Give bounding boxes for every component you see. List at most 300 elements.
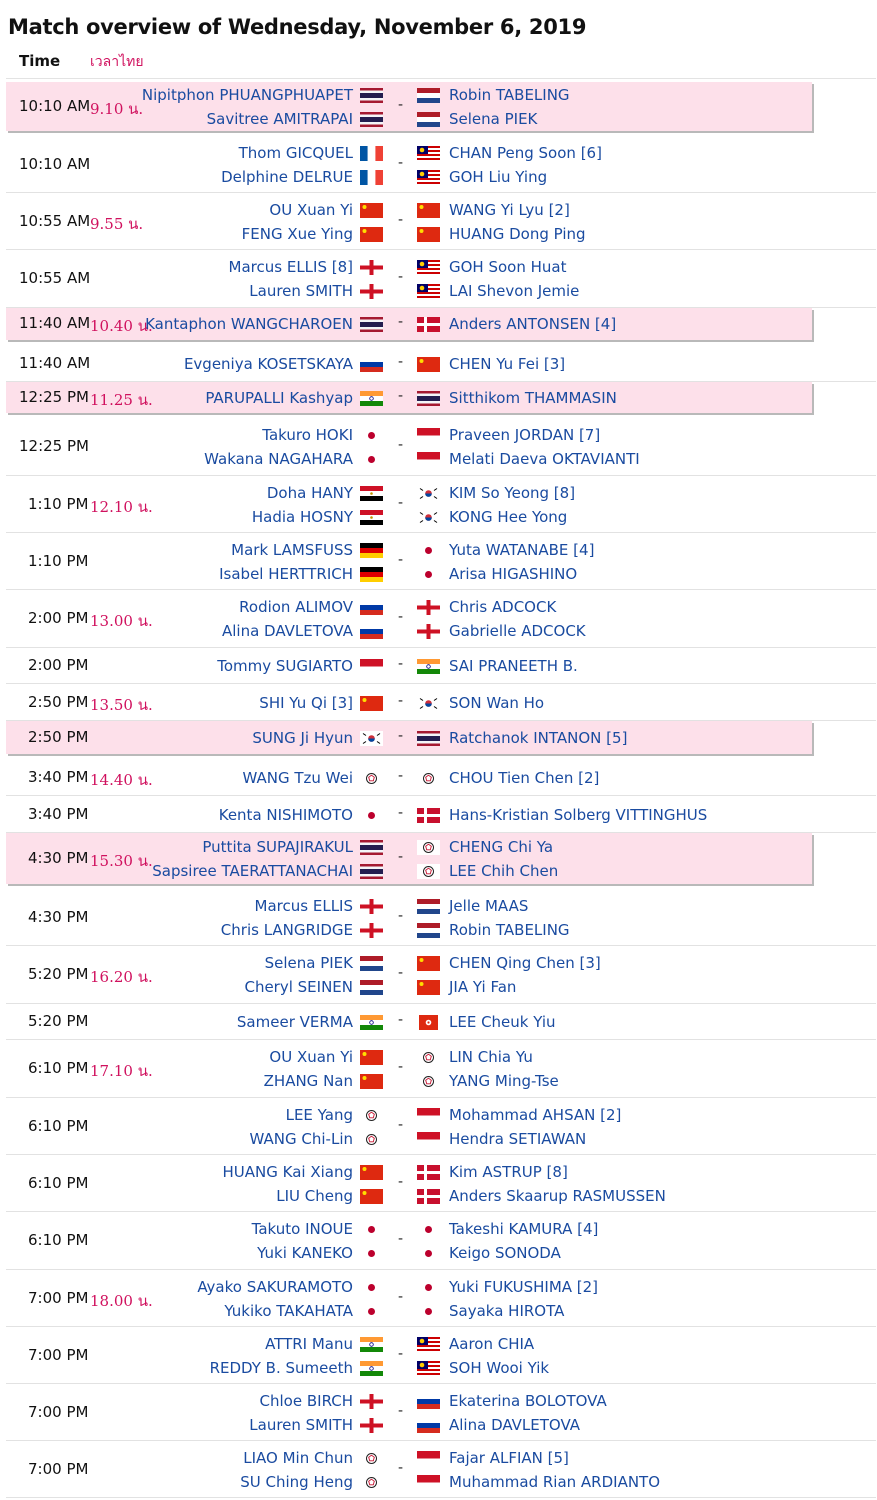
player-link[interactable]: Melati Daeva OKTAVIANTI bbox=[449, 450, 640, 468]
player-link[interactable]: Alina DAVLETOVA bbox=[449, 1415, 581, 1434]
player-link[interactable]: KIM So Yeong [8] bbox=[449, 483, 576, 502]
match-time: 5:20 PM bbox=[28, 965, 89, 983]
flag-jpn-icon bbox=[360, 808, 383, 823]
player-line bbox=[6, 1413, 876, 1437]
match-row bbox=[6, 1004, 876, 1040]
match-row bbox=[6, 1441, 876, 1498]
player-line bbox=[6, 505, 876, 529]
player-link[interactable]: Thom GICQUEL bbox=[238, 143, 353, 162]
flag-jpn-icon bbox=[360, 428, 383, 443]
match-time: 4:30 PM bbox=[28, 848, 89, 867]
player-link[interactable]: Jelle MAAS bbox=[449, 896, 529, 915]
flag-tha-icon bbox=[417, 731, 440, 746]
player-link[interactable]: Chris LANGRIDGE bbox=[220, 920, 353, 939]
flag-tha-icon bbox=[360, 88, 383, 103]
player-link[interactable]: KONG Hee Yong bbox=[449, 507, 568, 526]
player-link[interactable]: Sameer VERMA bbox=[236, 1013, 353, 1031]
player-link[interactable]: Yuta WATANABE [4] bbox=[449, 540, 595, 559]
thai-time: 12.10 น. bbox=[90, 497, 153, 516]
player-link[interactable]: Kantaphon WANGCHAROEN bbox=[145, 315, 353, 333]
flag-tpe-icon bbox=[360, 1475, 383, 1490]
versus-dash: - bbox=[398, 727, 404, 744]
flag-jpn-icon bbox=[417, 1304, 440, 1319]
flag-tpe-icon bbox=[417, 840, 440, 855]
player-link[interactable]: Aaron CHIA bbox=[449, 1334, 535, 1353]
flag-chn-icon bbox=[417, 227, 440, 242]
match-time: 2:50 PM bbox=[28, 692, 89, 711]
player-link[interactable]: PARUPALLI Kashyap bbox=[205, 388, 353, 407]
flag-ina-icon bbox=[417, 428, 440, 443]
player-link[interactable]: Kim ASTRUP [8] bbox=[449, 1162, 568, 1181]
player-line bbox=[6, 352, 876, 376]
player-link[interactable]: Muhammad Rian ARDIANTO bbox=[449, 1472, 661, 1491]
versus-dash: - bbox=[398, 767, 404, 784]
versus-dash: - bbox=[398, 804, 404, 821]
flag-chn-icon bbox=[360, 227, 383, 242]
match-time: 10:55 AM bbox=[19, 269, 91, 287]
player-link[interactable]: Cheryl SEINEN bbox=[244, 978, 353, 996]
player-line bbox=[6, 255, 876, 279]
match-row bbox=[6, 796, 876, 833]
player-line bbox=[6, 1275, 876, 1299]
match-time: 6:10 PM bbox=[28, 1231, 89, 1249]
flag-eng-icon bbox=[360, 899, 383, 914]
player-link[interactable]: REDDY B. Sumeeth bbox=[209, 1358, 353, 1377]
player-link[interactable]: Ratchanok INTANON [5] bbox=[449, 728, 628, 747]
match-time: 6:10 PM bbox=[28, 1173, 89, 1192]
flag-mas-icon bbox=[417, 146, 440, 161]
match-row bbox=[6, 1327, 876, 1384]
player-link[interactable]: Sitthikom THAMMASIN bbox=[449, 388, 617, 407]
flag-mas-icon bbox=[417, 260, 440, 275]
flag-jpn-icon bbox=[417, 1222, 440, 1237]
match-row bbox=[6, 1212, 876, 1270]
player-link[interactable]: Yuki KANEKO bbox=[257, 1244, 353, 1262]
player-link[interactable]: Wakana NAGAHARA bbox=[204, 450, 353, 468]
flag-tpe-icon bbox=[417, 771, 440, 786]
player-line bbox=[6, 83, 876, 107]
player-link[interactable]: Lauren SMITH bbox=[249, 1415, 353, 1434]
player-link[interactable]: Hadia HOSNY bbox=[251, 507, 353, 526]
flag-tha-icon bbox=[360, 840, 383, 855]
player-link[interactable]: ZHANG Nan bbox=[263, 1072, 353, 1090]
player-link[interactable]: Hendra SETIAWAN bbox=[449, 1129, 587, 1148]
player-link[interactable]: Mohammad AHSAN [2] bbox=[449, 1105, 622, 1124]
player-link[interactable]: LEE Yang bbox=[285, 1105, 353, 1124]
flag-ned-icon bbox=[360, 956, 383, 971]
player-link[interactable]: Marcus ELLIS [8] bbox=[228, 258, 353, 276]
flag-jpn-icon bbox=[417, 1280, 440, 1295]
match-row bbox=[6, 833, 812, 884]
match-time: 7:00 PM bbox=[28, 1402, 89, 1421]
player-link[interactable]: Keigo SONODA bbox=[449, 1244, 561, 1262]
flag-ger-icon bbox=[360, 567, 383, 582]
time-column-header: Time bbox=[19, 52, 61, 70]
flag-tha-icon bbox=[417, 391, 440, 406]
flag-rus-icon bbox=[360, 357, 383, 372]
versus-dash: - bbox=[398, 154, 404, 171]
player-link[interactable]: ATTRI Manu bbox=[265, 1334, 353, 1353]
player-link[interactable]: LAI Shevon Jemie bbox=[449, 282, 580, 300]
flag-mas-icon bbox=[417, 1361, 440, 1376]
player-link[interactable]: LIU Cheng bbox=[276, 1186, 353, 1205]
player-link[interactable]: Mark LAMSFUSS bbox=[231, 540, 353, 559]
player-link[interactable]: Alina DAVLETOVA bbox=[221, 622, 353, 640]
flag-tha-icon bbox=[360, 112, 383, 127]
player-line bbox=[6, 1470, 876, 1494]
player-link[interactable]: CHAN Peng Soon [6] bbox=[449, 143, 602, 162]
match-time: 7:00 PM bbox=[28, 1288, 89, 1307]
player-link[interactable]: Sayaka HIROTA bbox=[449, 1301, 565, 1320]
thai-time: 13.00 น. bbox=[90, 612, 153, 630]
flag-jpn-icon bbox=[360, 1304, 383, 1319]
flag-ned-icon bbox=[360, 980, 383, 995]
flag-hkg-icon bbox=[417, 1015, 440, 1030]
player-link[interactable]: Isabel HERTTRICH bbox=[219, 564, 353, 583]
flag-eng-icon bbox=[417, 624, 440, 639]
player-line bbox=[6, 1299, 876, 1323]
versus-dash: - bbox=[398, 848, 404, 865]
player-link[interactable]: Takuto INOUE bbox=[251, 1220, 353, 1238]
player-link[interactable]: WANG Chi-Lin bbox=[249, 1129, 353, 1148]
flag-eng-icon bbox=[417, 600, 440, 615]
flag-den-icon bbox=[417, 1165, 440, 1180]
player-link[interactable]: Doha HANY bbox=[266, 483, 353, 502]
player-link[interactable]: WANG Yi Lyu [2] bbox=[449, 200, 570, 219]
flag-ina-icon bbox=[417, 452, 440, 467]
match-time: 5:20 PM bbox=[28, 1012, 89, 1030]
player-link[interactable]: Ayako SAKURAMOTO bbox=[197, 1277, 353, 1296]
match-time: 11:40 AM bbox=[19, 353, 91, 372]
flag-chn-icon bbox=[417, 357, 440, 372]
flag-eng-icon bbox=[360, 284, 383, 299]
flag-tpe-icon bbox=[360, 771, 383, 786]
flag-jpn-icon bbox=[417, 567, 440, 582]
player-line bbox=[6, 423, 876, 447]
flag-ina-icon bbox=[417, 1108, 440, 1123]
flag-rus-icon bbox=[360, 600, 383, 615]
player-link[interactable]: SON Wan Ho bbox=[449, 693, 545, 712]
player-line bbox=[6, 726, 876, 750]
match-row bbox=[6, 345, 876, 382]
match-time: 10:10 AM bbox=[19, 154, 91, 173]
match-row bbox=[6, 250, 876, 308]
thai-time: 11.25 น. bbox=[90, 390, 153, 409]
flag-mas-icon bbox=[417, 1337, 440, 1352]
player-line bbox=[6, 619, 876, 643]
versus-dash: - bbox=[398, 1059, 404, 1075]
flag-egy-icon bbox=[360, 486, 383, 501]
player-link[interactable]: Chris ADCOCK bbox=[449, 598, 557, 616]
player-link[interactable]: JIA Yi Fan bbox=[449, 978, 517, 996]
flag-ina-icon bbox=[417, 1132, 440, 1147]
player-link[interactable]: Anders Skaarup RASMUSSEN bbox=[449, 1186, 666, 1205]
player-link[interactable]: SHI Yu Qi [3] bbox=[259, 693, 353, 712]
flag-chn-icon bbox=[360, 1189, 383, 1204]
match-row bbox=[6, 82, 812, 131]
player-line bbox=[6, 859, 876, 883]
flag-rus-icon bbox=[417, 1394, 440, 1409]
player-line bbox=[6, 1069, 876, 1093]
player-line bbox=[6, 538, 876, 562]
thai-time: 13.50 น. bbox=[90, 695, 153, 714]
flag-fra-icon bbox=[360, 146, 383, 161]
flag-ind-icon bbox=[360, 1361, 383, 1376]
flag-eng-icon bbox=[360, 1394, 383, 1409]
versus-dash: - bbox=[398, 551, 404, 568]
match-time: 10:55 AM bbox=[19, 211, 91, 230]
player-link[interactable]: Rodion ALIMOV bbox=[239, 598, 353, 616]
flag-mas-icon bbox=[417, 284, 440, 299]
player-link[interactable]: Nipitphon PHUANGPHUAPET bbox=[141, 85, 353, 104]
player-link[interactable]: CHOU Tien Chen [2] bbox=[449, 768, 600, 787]
flag-ind-icon bbox=[417, 659, 440, 674]
match-time: 10:10 AM bbox=[19, 96, 91, 115]
player-line bbox=[6, 165, 876, 189]
player-line bbox=[6, 1045, 876, 1069]
flag-jpn-icon bbox=[417, 1246, 440, 1261]
flag-fra-icon bbox=[360, 170, 383, 185]
flag-chn-icon bbox=[360, 1074, 383, 1089]
versus-dash: - bbox=[398, 1231, 404, 1247]
player-link[interactable]: Savitree AMITRAPAI bbox=[206, 109, 353, 128]
player-link[interactable]: Arisa HIGASHINO bbox=[449, 564, 578, 583]
flag-den-icon bbox=[417, 808, 440, 823]
match-row bbox=[6, 193, 876, 250]
player-link[interactable]: LEE Cheuk Yiu bbox=[449, 1013, 556, 1031]
page-title: Match overview of Wednesday, November 6, 2019 bbox=[8, 15, 587, 39]
flag-rus-icon bbox=[417, 1418, 440, 1433]
flag-chn-icon bbox=[417, 980, 440, 995]
player-line bbox=[6, 951, 876, 975]
player-link[interactable]: HUANG Dong Ping bbox=[449, 224, 586, 243]
flag-ind-icon bbox=[360, 1015, 383, 1030]
flag-eng-icon bbox=[360, 1418, 383, 1433]
flag-jpn-icon bbox=[360, 1246, 383, 1261]
player-link[interactable]: Marcus ELLIS bbox=[254, 896, 353, 915]
player-line bbox=[6, 107, 876, 131]
versus-dash: - bbox=[398, 1459, 404, 1476]
player-line bbox=[6, 481, 876, 505]
flag-chn-icon bbox=[360, 1165, 383, 1180]
player-link[interactable]: LEE Chih Chen bbox=[449, 861, 559, 880]
player-line bbox=[6, 1241, 876, 1265]
player-link[interactable]: YANG Ming-Tse bbox=[449, 1072, 559, 1090]
match-row bbox=[6, 1270, 876, 1327]
player-link[interactable]: Tommy SUGIARTO bbox=[217, 657, 353, 675]
match-row bbox=[6, 946, 876, 1004]
flag-mas-icon bbox=[417, 170, 440, 185]
flag-jpn-icon bbox=[417, 543, 440, 558]
player-line bbox=[6, 562, 876, 586]
flag-ind-icon bbox=[360, 391, 383, 406]
match-row bbox=[6, 1040, 876, 1098]
player-link[interactable]: Lauren SMITH bbox=[249, 282, 353, 300]
flag-jpn-icon bbox=[360, 1280, 383, 1295]
player-link[interactable]: Puttita SUPAJIRAKUL bbox=[202, 837, 353, 856]
match-row bbox=[6, 476, 876, 533]
match-row bbox=[6, 308, 812, 340]
flag-ned-icon bbox=[417, 923, 440, 938]
player-link[interactable]: SAI PRANEETH B. bbox=[449, 657, 578, 675]
versus-dash: - bbox=[398, 1345, 404, 1362]
flag-kor-icon bbox=[417, 486, 440, 501]
match-time: 2:00 PM bbox=[28, 609, 89, 627]
player-line bbox=[6, 975, 876, 999]
player-link[interactable]: OU Xuan Yi bbox=[269, 1048, 353, 1066]
player-link[interactable]: Evgeniya KOSETSKAYA bbox=[183, 354, 353, 373]
flag-den-icon bbox=[417, 317, 440, 332]
player-link[interactable]: CHEN Qing Chen [3] bbox=[449, 954, 601, 972]
player-line bbox=[6, 1356, 876, 1380]
player-line bbox=[6, 1010, 876, 1034]
match-time: 3:40 PM bbox=[28, 767, 89, 786]
versus-dash: - bbox=[398, 269, 404, 285]
player-line bbox=[6, 654, 876, 678]
match-row bbox=[6, 759, 876, 796]
player-link[interactable]: Selena PIEK bbox=[449, 109, 538, 128]
player-line bbox=[6, 312, 876, 336]
match-time: 7:00 PM bbox=[28, 1459, 89, 1478]
player-link[interactable]: Hans-Kristian Solberg VITTINGHUS bbox=[449, 805, 708, 824]
versus-dash: - bbox=[398, 353, 404, 370]
thai-time: 9.55 น. bbox=[90, 214, 144, 233]
player-link[interactable]: LIAO Min Chun bbox=[243, 1448, 353, 1467]
thai-time: 16.20 น. bbox=[90, 968, 153, 986]
flag-ina-icon bbox=[360, 659, 383, 674]
flag-tpe-icon bbox=[360, 1451, 383, 1466]
thai-time: 9.10 น. bbox=[90, 99, 144, 118]
thai-time: 17.10 น. bbox=[90, 1062, 153, 1080]
player-link[interactable]: GOH Liu Ying bbox=[449, 167, 548, 186]
player-link[interactable]: FENG Xue Ying bbox=[241, 224, 353, 243]
player-link[interactable]: Praveen JORDAN [7] bbox=[449, 426, 601, 444]
player-link[interactable]: Chloe BIRCH bbox=[259, 1391, 353, 1410]
flag-ned-icon bbox=[417, 88, 440, 103]
flag-eng-icon bbox=[360, 923, 383, 938]
flag-ned-icon bbox=[417, 899, 440, 914]
flag-jpn-icon bbox=[360, 1222, 383, 1237]
player-link[interactable]: Robin TABELING bbox=[449, 85, 570, 104]
match-time: 12:25 PM bbox=[19, 387, 89, 406]
match-row bbox=[6, 1384, 876, 1441]
player-link[interactable]: Gabrielle ADCOCK bbox=[449, 622, 586, 640]
flag-chn-icon bbox=[360, 203, 383, 218]
player-link[interactable]: CHEN Yu Fei [3] bbox=[449, 354, 566, 373]
match-time: 4:30 PM bbox=[28, 907, 89, 926]
versus-dash: - bbox=[398, 692, 404, 709]
versus-dash: - bbox=[398, 96, 404, 113]
player-link[interactable]: Yuki FUKUSHIMA [2] bbox=[449, 1277, 599, 1296]
flag-chn-icon bbox=[360, 1050, 383, 1065]
player-link[interactable]: SOH Wooi Yik bbox=[449, 1358, 550, 1377]
player-link[interactable]: LIN Chia Yu bbox=[449, 1048, 533, 1066]
flag-den-icon bbox=[417, 1189, 440, 1204]
versus-dash: - bbox=[398, 1288, 404, 1305]
versus-dash: - bbox=[398, 965, 404, 981]
thai-time: 18.00 น. bbox=[90, 1291, 153, 1310]
player-link[interactable]: WANG Tzu Wei bbox=[242, 768, 353, 787]
match-time: 2:00 PM bbox=[28, 656, 89, 674]
player-link[interactable]: SU Ching Heng bbox=[240, 1472, 353, 1491]
match-time: 6:10 PM bbox=[28, 1059, 89, 1077]
player-line bbox=[6, 1160, 876, 1184]
player-line bbox=[6, 279, 876, 303]
player-line bbox=[6, 386, 876, 410]
player-link[interactable]: SUNG Ji Hyun bbox=[252, 728, 353, 747]
player-link[interactable]: Yukiko TAKAHATA bbox=[224, 1301, 353, 1320]
match-row bbox=[6, 1098, 876, 1155]
player-link[interactable]: Takeshi KAMURA [4] bbox=[449, 1220, 599, 1238]
flag-tpe-icon bbox=[360, 1108, 383, 1123]
flag-chn-icon bbox=[360, 696, 383, 711]
thai-time: 15.30 น. bbox=[90, 851, 153, 870]
match-row bbox=[6, 889, 876, 946]
flag-ina-icon bbox=[417, 1451, 440, 1466]
flag-rus-icon bbox=[360, 624, 383, 639]
player-line bbox=[6, 1103, 876, 1127]
versus-dash: - bbox=[398, 609, 404, 625]
player-link[interactable]: Ekaterina BOLOTOVA bbox=[449, 1391, 607, 1410]
match-time: 3:40 PM bbox=[28, 804, 89, 823]
player-link[interactable]: HUANG Kai Xiang bbox=[222, 1162, 353, 1181]
player-line bbox=[6, 835, 876, 859]
player-link[interactable]: OU Xuan Yi bbox=[269, 200, 353, 219]
player-line bbox=[6, 1389, 876, 1413]
versus-dash: - bbox=[398, 494, 404, 511]
player-line bbox=[6, 222, 876, 246]
player-link[interactable]: Kenta NISHIMOTO bbox=[218, 805, 353, 824]
thai-time: 14.40 น. bbox=[90, 770, 153, 789]
player-line bbox=[6, 894, 876, 918]
player-line bbox=[6, 1127, 876, 1151]
flag-egy-icon bbox=[360, 510, 383, 525]
match-row bbox=[6, 648, 876, 684]
flag-kor-icon bbox=[360, 731, 383, 746]
match-time: 12:25 PM bbox=[19, 437, 89, 455]
match-row bbox=[6, 1155, 876, 1212]
match-time: 2:50 PM bbox=[28, 727, 89, 746]
player-link[interactable]: Sapsiree TAERATTANACHAI bbox=[152, 861, 353, 880]
match-row bbox=[6, 721, 812, 754]
flag-ina-icon bbox=[417, 1475, 440, 1490]
versus-dash: - bbox=[398, 656, 404, 672]
flag-tpe-icon bbox=[417, 864, 440, 879]
player-link[interactable]: Selena PIEK bbox=[264, 954, 353, 972]
player-link[interactable]: Delphine DELRUE bbox=[221, 167, 353, 186]
flag-kor-icon bbox=[417, 510, 440, 525]
versus-dash: - bbox=[398, 211, 404, 228]
player-line bbox=[6, 691, 876, 715]
player-line bbox=[6, 595, 876, 619]
player-link[interactable]: Takuro HOKI bbox=[262, 426, 353, 444]
match-time: 6:10 PM bbox=[28, 1116, 89, 1135]
player-link[interactable]: CHENG Chi Ya bbox=[449, 837, 554, 856]
flag-eng-icon bbox=[360, 260, 383, 275]
match-row bbox=[6, 533, 876, 590]
player-link[interactable]: Fajar ALFIAN [5] bbox=[449, 1448, 569, 1467]
player-link[interactable]: GOH Soon Huat bbox=[449, 258, 567, 276]
match-time: 7:00 PM bbox=[28, 1345, 89, 1364]
flag-tha-icon bbox=[360, 317, 383, 332]
flag-kor-icon bbox=[417, 696, 440, 711]
player-line bbox=[6, 918, 876, 942]
player-link[interactable]: Robin TABELING bbox=[449, 920, 570, 939]
match-time: 11:40 AM bbox=[19, 314, 91, 332]
versus-dash: - bbox=[398, 437, 404, 453]
player-link[interactable]: Anders ANTONSEN [4] bbox=[449, 315, 617, 333]
flag-tha-icon bbox=[360, 864, 383, 879]
